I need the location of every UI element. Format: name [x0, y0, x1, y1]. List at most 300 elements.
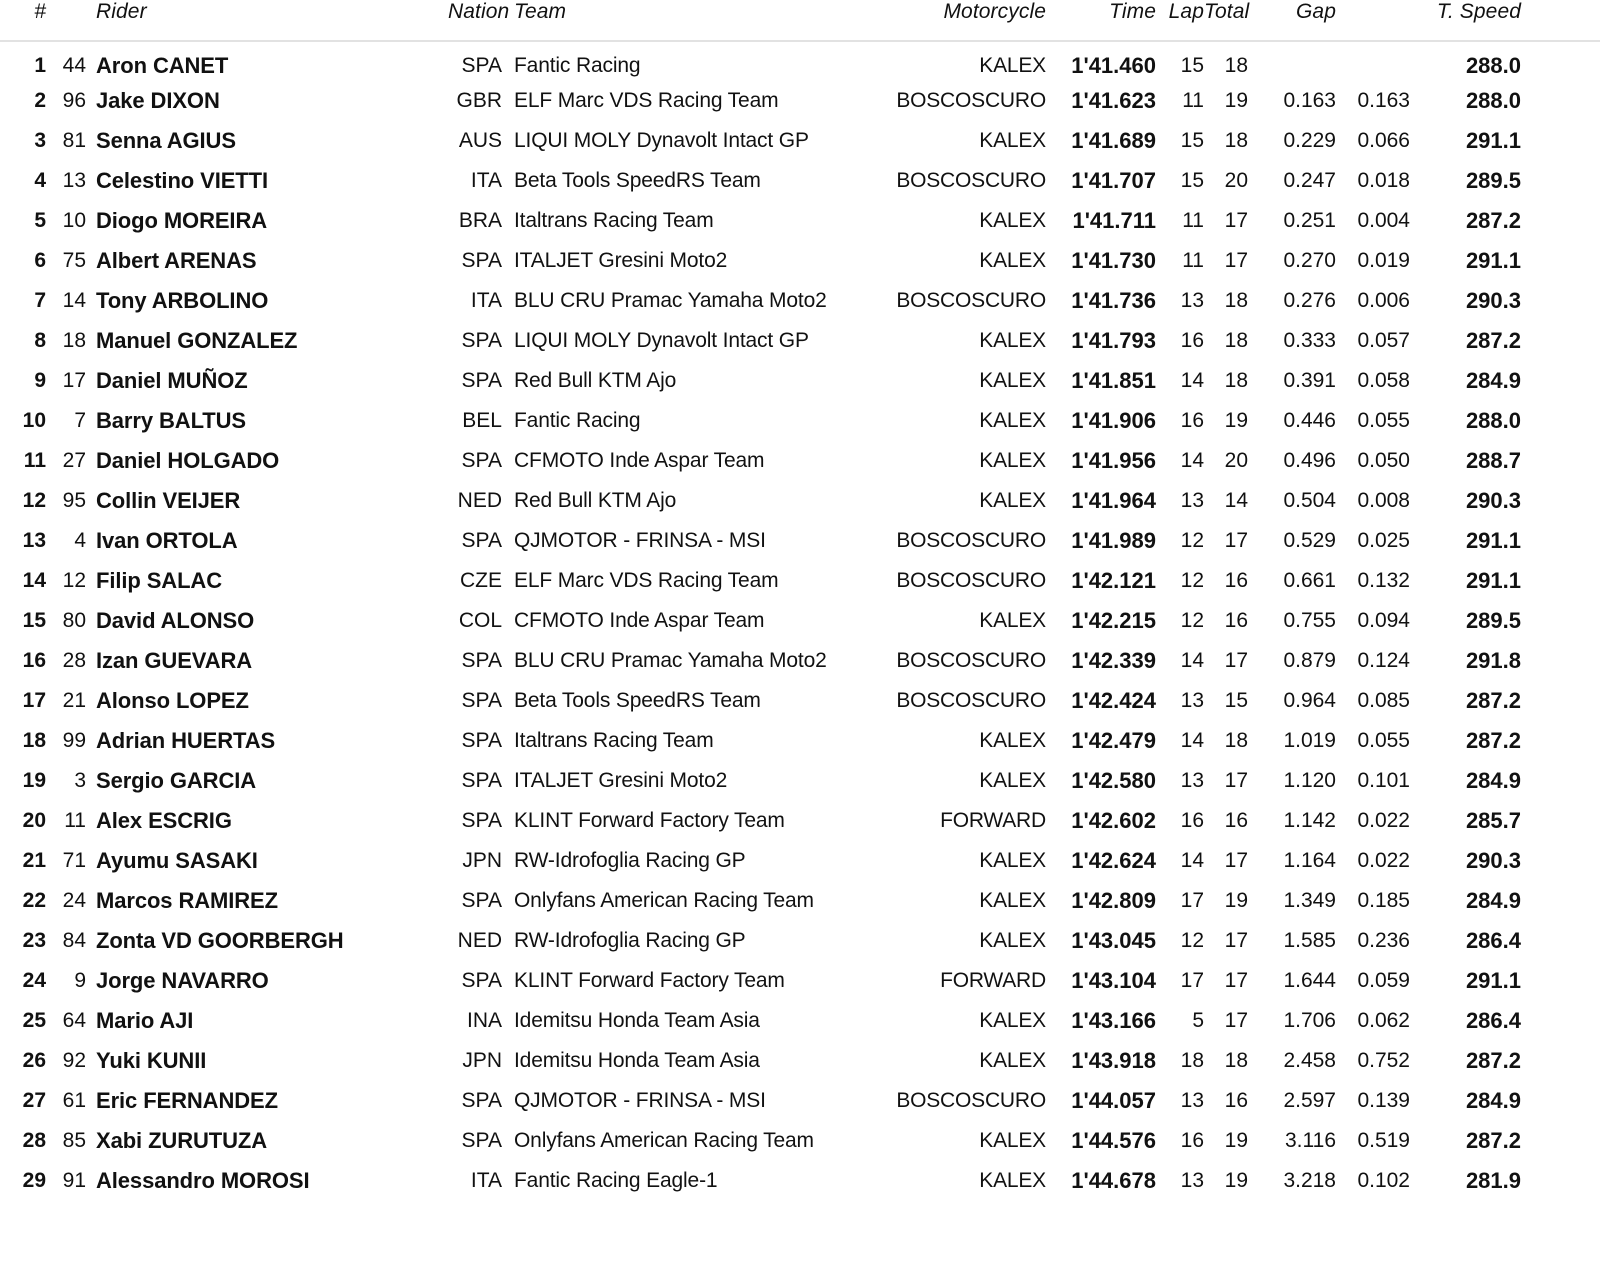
- lap-time: 1'41.707: [1071, 168, 1156, 193]
- table-row[interactable]: [0, 881, 1600, 921]
- gap-to-previous: 0.185: [1357, 889, 1410, 912]
- row-spacer: [1525, 1121, 1600, 1161]
- rider-name: Ivan ORTOLA: [96, 528, 238, 553]
- total-laps: 17: [1224, 249, 1248, 272]
- row-spacer: [1525, 1041, 1600, 1081]
- total-laps: 18: [1224, 1049, 1248, 1072]
- lap-time: 1'41.989: [1071, 528, 1156, 553]
- rider-nation: COL: [458, 609, 502, 632]
- table-row[interactable]: [0, 121, 1600, 161]
- lap-time: 1'41.956: [1071, 448, 1156, 473]
- top-speed: 291.1: [1465, 968, 1521, 993]
- rider-number: 28: [62, 649, 86, 672]
- best-lap-number: 13: [1180, 489, 1204, 512]
- result-position: 16: [22, 649, 46, 672]
- total-laps: 17: [1224, 929, 1248, 952]
- row-spacer: [1525, 441, 1600, 481]
- total-laps: 18: [1224, 729, 1248, 752]
- motorcycle-make: KALEX: [979, 329, 1046, 352]
- motorcycle-make: FORWARD: [940, 969, 1046, 992]
- lap-time: 1'41.964: [1071, 488, 1156, 513]
- rider-nation: SPA: [461, 329, 502, 352]
- table-row[interactable]: [0, 1041, 1600, 1081]
- rider-nation: SPA: [461, 889, 502, 912]
- rider-name: Tony ARBOLINO: [96, 288, 269, 313]
- rider-number: 84: [62, 929, 86, 952]
- rider-number: 24: [62, 889, 86, 912]
- table-row[interactable]: [0, 481, 1600, 521]
- top-speed: 290.3: [1465, 288, 1521, 313]
- result-position: 4: [34, 169, 46, 192]
- rider-name: Alex ESCRIG: [96, 808, 232, 833]
- table-row[interactable]: [0, 1121, 1600, 1161]
- table-row[interactable]: [0, 841, 1600, 881]
- total-laps: 16: [1224, 569, 1248, 592]
- top-speed: 290.3: [1465, 488, 1521, 513]
- team-name: Onlyfans American Racing Team: [514, 889, 814, 912]
- row-spacer: [1525, 961, 1600, 1001]
- rider-name: David ALONSO: [96, 608, 255, 633]
- rider-number: 10: [62, 209, 86, 232]
- team-name: BLU CRU Pramac Yamaha Moto2: [514, 289, 827, 312]
- rider-nation: JPN: [462, 849, 502, 872]
- rider-nation: NED: [457, 929, 502, 952]
- result-position: 18: [22, 729, 46, 752]
- lap-time: 1'42.580: [1071, 768, 1156, 793]
- gap-to-previous: 0.085: [1357, 689, 1410, 712]
- lap-time: 1'42.624: [1071, 848, 1156, 873]
- top-speed: 287.2: [1465, 728, 1521, 753]
- table-row[interactable]: [0, 761, 1600, 801]
- table-row[interactable]: [0, 1001, 1600, 1041]
- best-lap-number: 15: [1180, 169, 1204, 192]
- lap-time: 1'42.339: [1071, 648, 1156, 673]
- total-laps: 19: [1224, 889, 1248, 912]
- table-row[interactable]: [0, 401, 1600, 441]
- total-laps: 16: [1224, 609, 1248, 632]
- gap-to-leader: 1.142: [1283, 809, 1336, 832]
- best-lap-number: 11: [1182, 89, 1204, 112]
- best-lap-number: 16: [1180, 409, 1204, 432]
- row-spacer: [1525, 601, 1600, 641]
- rider-number: 7: [74, 409, 86, 432]
- rider-number: 44: [62, 53, 86, 77]
- gap-to-previous: 0.018: [1357, 169, 1410, 192]
- rider-number: 99: [62, 729, 86, 752]
- column-header-top-speed[interactable]: T. Speed: [1436, 0, 1521, 23]
- best-lap-number: 12: [1180, 529, 1204, 552]
- total-laps: 15: [1224, 689, 1248, 712]
- rider-number: 27: [62, 449, 86, 472]
- total-laps: 20: [1224, 449, 1248, 472]
- gap-to-leader: 0.964: [1283, 689, 1336, 712]
- rider-name: Zonta VD GOORBERGH: [96, 928, 344, 953]
- rider-number: 14: [62, 289, 86, 312]
- gap-to-previous: 0.236: [1357, 929, 1410, 952]
- table-row[interactable]: [0, 1081, 1600, 1121]
- gap-to-previous: 0.062: [1357, 1009, 1410, 1032]
- lap-time: 1'43.104: [1071, 968, 1156, 993]
- best-lap-number: 5: [1192, 1009, 1204, 1032]
- rider-nation: CZE: [460, 569, 502, 592]
- motorcycle-make: KALEX: [979, 729, 1046, 752]
- gap-to-previous: 0.058: [1357, 369, 1410, 392]
- lap-time: 1'41.851: [1071, 368, 1156, 393]
- row-spacer: [1525, 521, 1600, 561]
- result-position: 14: [22, 569, 46, 592]
- motorcycle-make: FORWARD: [940, 809, 1046, 832]
- rider-number: 92: [62, 1049, 86, 1072]
- gap-to-previous: 0.008: [1357, 489, 1410, 512]
- result-position: 5: [34, 209, 46, 232]
- top-speed: 284.9: [1465, 888, 1521, 913]
- row-spacer: [1525, 161, 1600, 201]
- result-position: 7: [34, 289, 46, 312]
- motorcycle-make: BOSCOSCURO: [896, 1089, 1046, 1112]
- rider-nation: NED: [457, 489, 502, 512]
- best-lap-number: 14: [1180, 369, 1204, 392]
- top-speed: 289.5: [1465, 608, 1521, 633]
- rider-name: Mario AJI: [96, 1008, 194, 1033]
- rider-name: Barry BALTUS: [96, 408, 246, 433]
- table-row[interactable]: [0, 921, 1600, 961]
- result-position: 11: [23, 449, 46, 472]
- team-name: Beta Tools SpeedRS Team: [514, 169, 761, 192]
- gap-to-leader: 3.218: [1283, 1169, 1336, 1192]
- rider-name: Eric FERNANDEZ: [96, 1088, 278, 1113]
- result-position: 6: [34, 249, 46, 272]
- motorcycle-make: KALEX: [979, 849, 1046, 872]
- column-header-position[interactable]: #: [34, 0, 46, 23]
- result-position: 28: [22, 1129, 46, 1152]
- motorcycle-make: BOSCOSCURO: [896, 689, 1046, 712]
- rider-nation: SPA: [461, 369, 502, 392]
- gap-to-leader: 0.276: [1283, 289, 1336, 312]
- rider-nation: BEL: [462, 409, 502, 432]
- top-speed: 281.9: [1465, 1168, 1521, 1193]
- row-spacer: [1525, 41, 1600, 81]
- best-lap-number: 13: [1180, 1169, 1204, 1192]
- top-speed: 287.2: [1465, 1128, 1521, 1153]
- column-header-gap-prev: [1336, 0, 1416, 41]
- rider-nation: ITA: [470, 169, 502, 192]
- column-header-rider[interactable]: Rider: [96, 0, 147, 23]
- team-name: Red Bull KTM Ajo: [514, 369, 677, 392]
- gap-to-leader: 0.391: [1283, 369, 1336, 392]
- row-spacer: [1525, 81, 1600, 121]
- lap-time: 1'41.906: [1071, 408, 1156, 433]
- rider-name: Alessandro MOROSI: [96, 1168, 310, 1193]
- rider-name: Collin VEIJER: [96, 488, 241, 513]
- rider-nation: SPA: [461, 449, 502, 472]
- rider-number: 95: [62, 489, 86, 512]
- result-position: 25: [22, 1009, 46, 1032]
- rider-nation: SPA: [461, 769, 502, 792]
- total-laps: 18: [1224, 369, 1248, 392]
- motorcycle-make: KALEX: [979, 249, 1046, 272]
- rider-number: 11: [64, 809, 86, 832]
- total-laps: 18: [1224, 289, 1248, 312]
- gap-to-previous: 0.139: [1357, 1089, 1410, 1112]
- gap-to-previous: 0.132: [1357, 569, 1410, 592]
- table-row[interactable]: [0, 561, 1600, 601]
- best-lap-number: 18: [1180, 1049, 1204, 1072]
- column-header-spacer: [1525, 0, 1600, 41]
- rider-nation: SPA: [461, 969, 502, 992]
- gap-to-leader: 0.755: [1283, 609, 1336, 632]
- rider-nation: JPN: [462, 1049, 502, 1072]
- table-row[interactable]: [0, 321, 1600, 361]
- best-lap-number: 16: [1180, 1129, 1204, 1152]
- rider-number: 3: [74, 769, 86, 792]
- table-row[interactable]: [0, 441, 1600, 481]
- rider-name: Filip SALAC: [96, 568, 223, 593]
- rider-nation: SPA: [461, 529, 502, 552]
- table-row[interactable]: [0, 801, 1600, 841]
- rider-name: Sergio GARCIA: [96, 768, 257, 793]
- row-spacer: [1525, 401, 1600, 441]
- rider-nation: SPA: [461, 809, 502, 832]
- gap-to-leader: 1.120: [1283, 769, 1336, 792]
- result-position: 26: [22, 1049, 46, 1072]
- table-row[interactable]: [0, 681, 1600, 721]
- lap-time: 1'41.711: [1072, 208, 1156, 233]
- total-laps: 17: [1224, 969, 1248, 992]
- rider-number: 91: [62, 1169, 86, 1192]
- motorcycle-make: KALEX: [979, 1129, 1046, 1152]
- gap-to-leader: 0.504: [1283, 489, 1336, 512]
- motorcycle-make: KALEX: [979, 929, 1046, 952]
- rider-number: 75: [62, 249, 86, 272]
- row-spacer: [1525, 681, 1600, 721]
- rider-name: Xabi ZURUTUZA: [96, 1128, 268, 1153]
- table-row[interactable]: [0, 41, 1600, 81]
- result-position: 24: [22, 969, 46, 992]
- best-lap-number: 15: [1180, 129, 1204, 152]
- column-header-team[interactable]: Team: [514, 0, 567, 23]
- gap-to-leader: 0.496: [1283, 449, 1336, 472]
- motorcycle-make: KALEX: [979, 53, 1046, 77]
- gap-to-previous: 0.057: [1357, 329, 1410, 352]
- lap-time: 1'41.460: [1071, 52, 1156, 78]
- rider-number: 71: [62, 849, 86, 872]
- gap-to-previous: 0.752: [1357, 1049, 1410, 1072]
- team-name: Italtrans Racing Team: [514, 209, 714, 232]
- best-lap-number: 11: [1182, 209, 1204, 232]
- motorcycle-make: KALEX: [979, 889, 1046, 912]
- gap-to-leader: 0.251: [1283, 209, 1336, 232]
- column-header-gap[interactable]: Gap: [1296, 0, 1336, 23]
- result-position: 10: [22, 409, 46, 432]
- rider-number: 85: [62, 1129, 86, 1152]
- gap-to-previous: 0.055: [1357, 409, 1410, 432]
- motorcycle-make: BOSCOSCURO: [896, 289, 1046, 312]
- best-lap-number: 12: [1180, 609, 1204, 632]
- team-name: KLINT Forward Factory Team: [514, 809, 785, 832]
- team-name: QJMOTOR - FRINSA - MSI: [514, 529, 766, 552]
- top-speed: 291.1: [1465, 128, 1521, 153]
- lap-time: 1'43.918: [1071, 1048, 1156, 1073]
- team-name: CFMOTO Inde Aspar Team: [514, 609, 765, 632]
- team-name: Beta Tools SpeedRS Team: [514, 689, 761, 712]
- top-speed: 286.4: [1465, 1008, 1521, 1033]
- team-name: CFMOTO Inde Aspar Team: [514, 449, 765, 472]
- lap-time: 1'41.793: [1071, 328, 1156, 353]
- result-position: 21: [22, 849, 46, 872]
- gap-to-previous: [1336, 41, 1416, 81]
- total-laps: 17: [1224, 849, 1248, 872]
- row-spacer: [1525, 561, 1600, 601]
- table-row[interactable]: [0, 721, 1600, 761]
- top-speed: 291.1: [1465, 528, 1521, 553]
- table-row[interactable]: [0, 81, 1600, 121]
- rider-name: Alonso LOPEZ: [96, 688, 249, 713]
- row-spacer: [1525, 281, 1600, 321]
- column-header-motorcycle[interactable]: Motorcycle: [943, 0, 1046, 23]
- row-spacer: [1525, 1161, 1600, 1201]
- table-row[interactable]: [0, 641, 1600, 681]
- top-speed: 291.1: [1465, 248, 1521, 273]
- total-laps: 18: [1224, 129, 1248, 152]
- lap-time: 1'41.689: [1071, 128, 1156, 153]
- result-position: 20: [22, 809, 46, 832]
- rider-number: 61: [62, 1089, 86, 1112]
- rider-number: 96: [62, 89, 86, 112]
- row-spacer: [1525, 321, 1600, 361]
- best-lap-number: 13: [1180, 769, 1204, 792]
- row-spacer: [1525, 201, 1600, 241]
- rider-number: 81: [62, 129, 86, 152]
- table-header: [0, 0, 1600, 41]
- rider-nation: SPA: [461, 1129, 502, 1152]
- best-lap-number: 17: [1180, 889, 1204, 912]
- column-header-nation[interactable]: Nation: [448, 0, 510, 23]
- gap-to-previous: 0.025: [1357, 529, 1410, 552]
- team-name: Red Bull KTM Ajo: [514, 489, 677, 512]
- top-speed: 291.8: [1465, 648, 1521, 673]
- best-lap-number: 15: [1180, 53, 1204, 77]
- top-speed: 287.2: [1465, 208, 1521, 233]
- table-body: [0, 41, 1600, 1201]
- gap-to-leader: 3.116: [1285, 1129, 1336, 1152]
- gap-to-previous: 0.094: [1357, 609, 1410, 632]
- gap-to-previous: 0.059: [1357, 969, 1410, 992]
- column-header-lap[interactable]: Lap: [1168, 0, 1204, 23]
- table-row[interactable]: [0, 281, 1600, 321]
- gap-to-leader: 2.458: [1283, 1049, 1336, 1072]
- row-spacer: [1525, 841, 1600, 881]
- gap-to-previous: 0.050: [1357, 449, 1410, 472]
- team-name: QJMOTOR - FRINSA - MSI: [514, 1089, 766, 1112]
- best-lap-number: 14: [1180, 849, 1204, 872]
- result-position: 2: [34, 89, 46, 112]
- row-spacer: [1525, 121, 1600, 161]
- team-name: Idemitsu Honda Team Asia: [514, 1009, 760, 1032]
- total-laps: 19: [1224, 89, 1248, 112]
- gap-to-leader: 0.529: [1283, 529, 1336, 552]
- team-name: RW-Idrofoglia Racing GP: [514, 929, 746, 952]
- motorcycle-make: KALEX: [979, 209, 1046, 232]
- rider-name: Yuki KUNII: [96, 1048, 207, 1073]
- gap-to-leader: 0.163: [1283, 89, 1336, 112]
- table-row[interactable]: [0, 161, 1600, 201]
- top-speed: 286.4: [1465, 928, 1521, 953]
- rider-nation: INA: [466, 1009, 502, 1032]
- lap-time: 1'44.576: [1071, 1128, 1156, 1153]
- top-speed: 291.1: [1465, 568, 1521, 593]
- lap-time: 1'42.215: [1071, 608, 1156, 633]
- rider-nation: ITA: [470, 1169, 502, 1192]
- row-spacer: [1525, 241, 1600, 281]
- table-row[interactable]: [0, 521, 1600, 561]
- team-name: ELF Marc VDS Racing Team: [514, 569, 779, 592]
- result-position: 1: [34, 53, 46, 77]
- table-row[interactable]: [0, 201, 1600, 241]
- rider-number: 80: [62, 609, 86, 632]
- rider-number: 21: [62, 689, 86, 712]
- table-row[interactable]: [0, 361, 1600, 401]
- motorcycle-make: KALEX: [979, 1169, 1046, 1192]
- motorcycle-make: BOSCOSCURO: [896, 569, 1046, 592]
- gap-to-leader: 0.879: [1283, 649, 1336, 672]
- gap-to-leader: 2.597: [1283, 1089, 1336, 1112]
- rider-nation: BRA: [458, 209, 502, 232]
- top-speed: 284.9: [1465, 768, 1521, 793]
- row-spacer: [1525, 1001, 1600, 1041]
- gap-to-previous: 0.519: [1357, 1129, 1410, 1152]
- header-row: [0, 0, 1600, 41]
- total-laps: 17: [1224, 1009, 1248, 1032]
- lap-time: 1'43.166: [1071, 1008, 1156, 1033]
- rider-name: Marcos RAMIREZ: [96, 888, 278, 913]
- total-laps: 18: [1224, 53, 1248, 77]
- row-spacer: [1525, 361, 1600, 401]
- gap-to-leader: 1.585: [1283, 929, 1336, 952]
- column-header-total[interactable]: Total: [1204, 0, 1250, 23]
- top-speed: 285.7: [1465, 808, 1521, 833]
- motorcycle-make: KALEX: [979, 769, 1046, 792]
- rider-name: Senna AGIUS: [96, 128, 236, 153]
- motorcycle-make: KALEX: [979, 489, 1046, 512]
- team-name: ITALJET Gresini Moto2: [514, 769, 728, 792]
- table-row[interactable]: [0, 1161, 1600, 1201]
- table-row[interactable]: [0, 241, 1600, 281]
- team-name: Fantic Racing: [514, 409, 641, 432]
- gap-to-previous: 0.102: [1357, 1169, 1410, 1192]
- table-row[interactable]: [0, 601, 1600, 641]
- result-position: 27: [22, 1089, 46, 1112]
- table-row[interactable]: [0, 961, 1600, 1001]
- column-header-time[interactable]: Time: [1109, 0, 1156, 23]
- total-laps: 18: [1224, 329, 1248, 352]
- rider-nation: SPA: [461, 249, 502, 272]
- gap-to-previous: 0.101: [1357, 769, 1410, 792]
- result-position: 23: [22, 929, 46, 952]
- rider-name: Jorge NAVARRO: [96, 968, 269, 993]
- top-speed: 290.3: [1465, 848, 1521, 873]
- team-name: LIQUI MOLY Dynavolt Intact GP: [514, 329, 809, 352]
- result-position: 13: [22, 529, 46, 552]
- rider-name: Adrian HUERTAS: [96, 728, 276, 753]
- rider-nation: AUS: [458, 129, 502, 152]
- motorcycle-make: KALEX: [979, 1049, 1046, 1072]
- lap-time: 1'44.057: [1071, 1088, 1156, 1113]
- row-spacer: [1525, 761, 1600, 801]
- total-laps: 14: [1224, 489, 1248, 512]
- gap-to-previous: 0.019: [1357, 249, 1410, 272]
- team-name: LIQUI MOLY Dynavolt Intact GP: [514, 129, 809, 152]
- best-lap-number: 16: [1180, 809, 1204, 832]
